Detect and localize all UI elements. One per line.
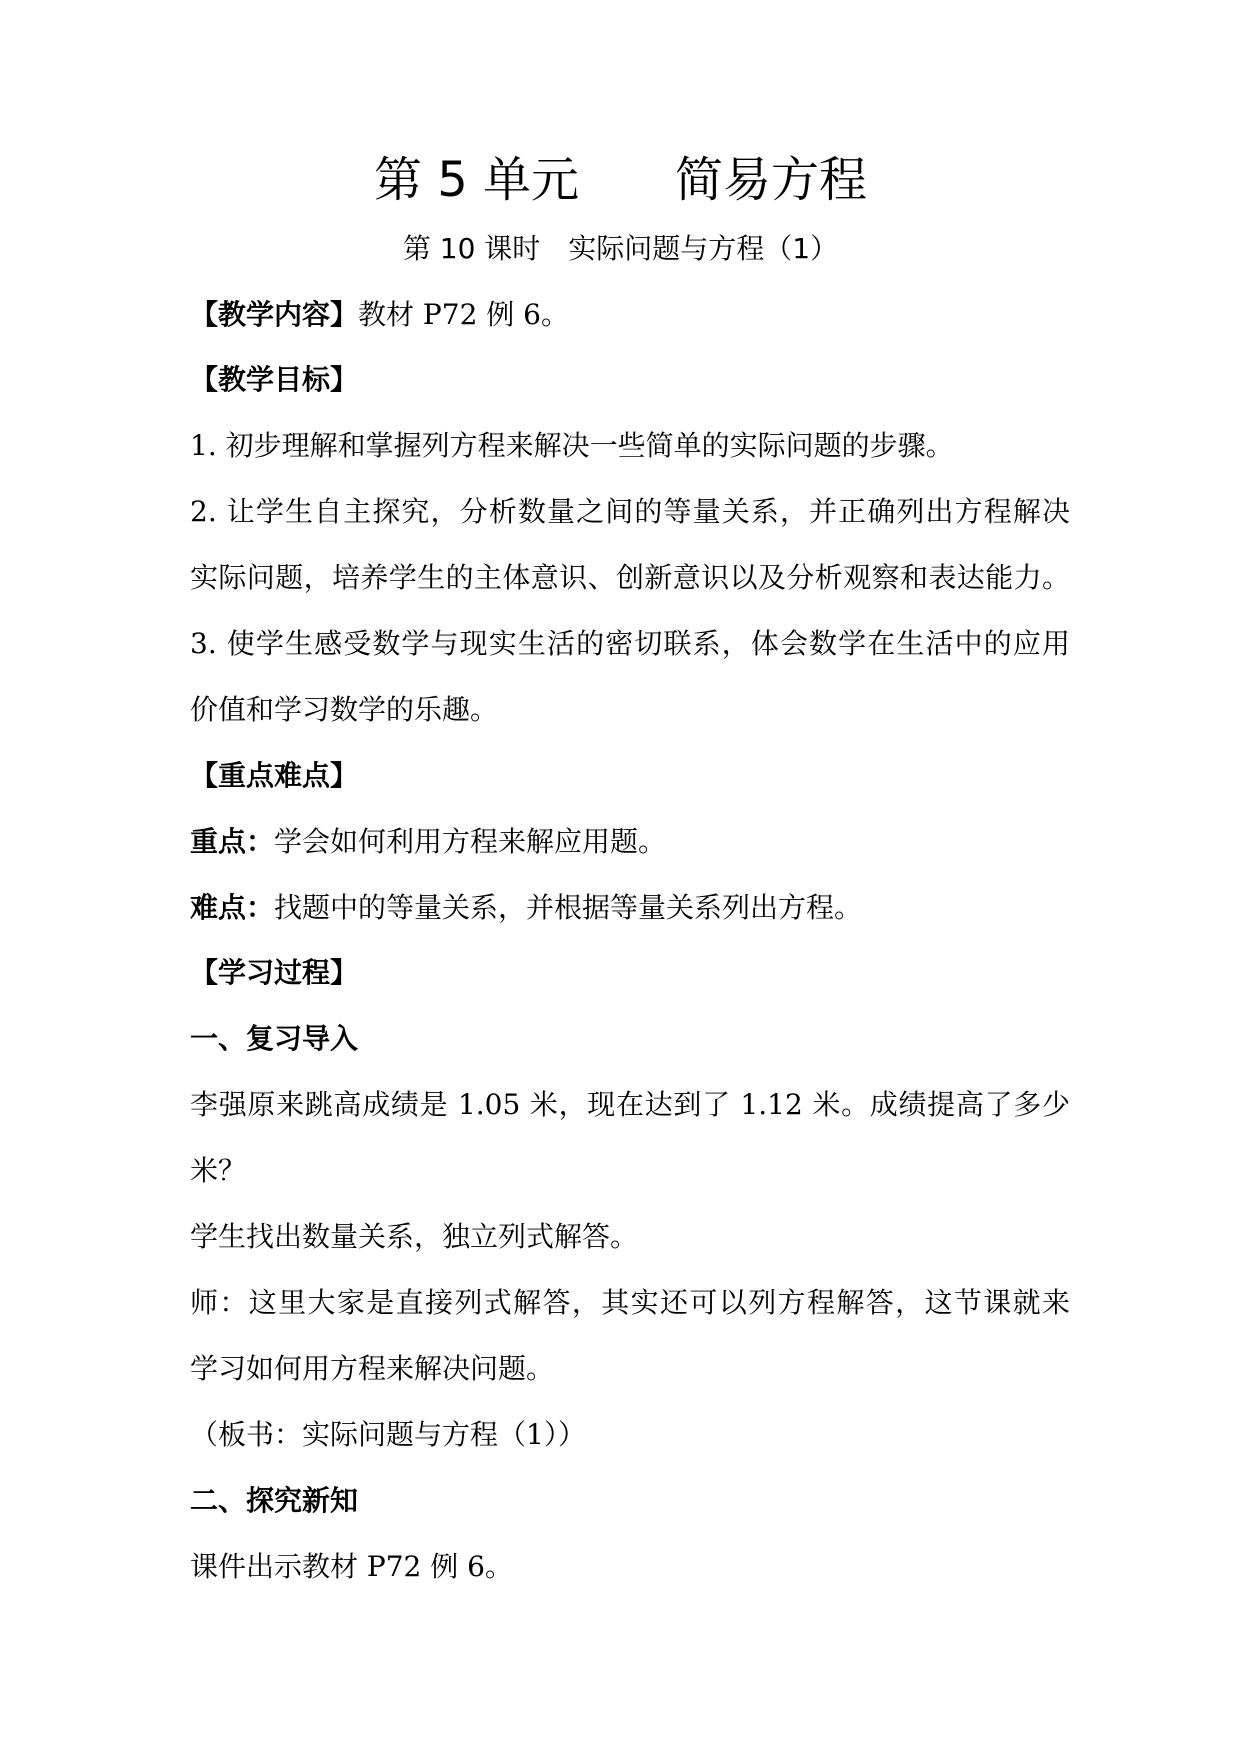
focus-label: 重点： [190, 825, 275, 858]
goal-line: 实际问题，培养学生的主体意识、创新意识以及分析观察和表达能力。 [190, 561, 1070, 594]
key-points-heading: 【重点难点】 [190, 759, 359, 792]
teaching-goals-heading: 【教学目标】 [190, 363, 359, 396]
teaching-content-line [190, 295, 1070, 335]
difficulty-text: 找题中的等量关系，并根据等量关系列出方程。 [274, 891, 863, 924]
goal-line: 2. 让学生自主探究，分析数量之间的等量关系，并正确列出方程解决 [190, 495, 1070, 528]
focus-text: 学会如何利用方程来解应用题。 [274, 825, 667, 858]
difficulty-line [190, 888, 1070, 928]
review-line: 学习如何用方程来解决问题。 [190, 1352, 555, 1385]
review-line: 学生找出数量关系，独立列式解答。 [190, 1220, 639, 1253]
review-line: 师：这里大家是直接列式解答，其实还可以列方程解答，这节课就来 [190, 1286, 1070, 1319]
review-line: 米？ [190, 1154, 247, 1187]
section-explore-title: 二、探究新知 [190, 1484, 359, 1517]
explore-line: 课件出示教材 P72 例 6。 [190, 1550, 513, 1583]
review-line: （板书：实际问题与方程（1）） [190, 1418, 586, 1451]
difficulty-label: 难点： [190, 891, 275, 924]
teaching-content-label: 【教学内容】 [190, 298, 359, 331]
goal-line: 1. 初步理解和掌握列方程来解决一些简单的实际问题的步骤。 [190, 429, 954, 462]
process-heading: 【学习过程】 [190, 956, 359, 989]
page-title: 第 5 单元 简易方程 [373, 152, 868, 208]
goal-line: 3. 使学生感受数学与现实生活的密切联系，体会数学在生活中的应用 [190, 627, 1070, 660]
focus-line [190, 822, 1070, 862]
review-line: 李强原来跳高成绩是 1.05 米，现在达到了 1.12 米。成绩提高了多少 [190, 1088, 1070, 1121]
teaching-content-text: 教材 P72 例 6。 [358, 298, 570, 331]
section-review-title: 一、复习导入 [190, 1022, 359, 1055]
lesson-subtitle: 第 10 课时 实际问题与方程（1） [402, 232, 839, 265]
goal-line: 价值和学习数学的乐趣。 [190, 693, 499, 726]
